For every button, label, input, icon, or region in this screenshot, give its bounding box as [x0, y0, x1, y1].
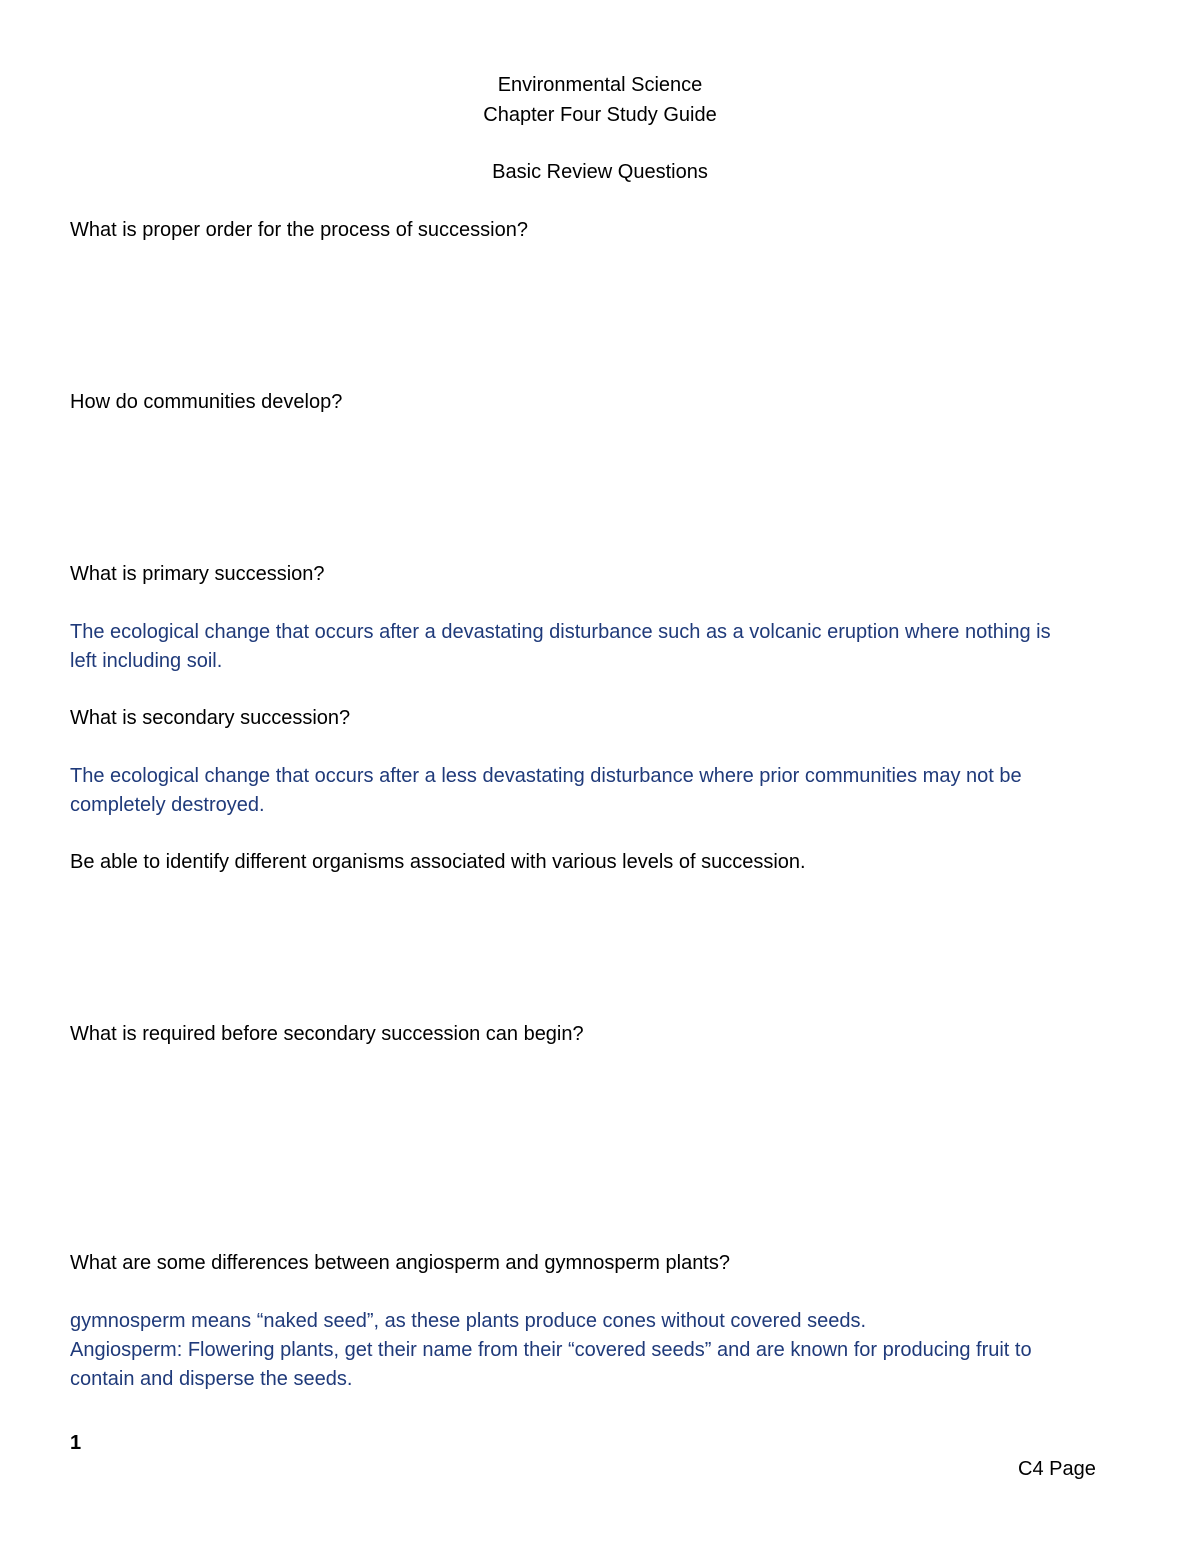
answer-line: contain and disperse the seeds.: [70, 1368, 353, 1390]
question-succession-organisms: Be able to identify different organisms associated with various levels of succession.: [70, 851, 806, 873]
question-community-development: How do communities develop?: [70, 391, 343, 413]
question-primary-succession: What is primary succession?: [70, 563, 325, 585]
answer-line: The ecological change that occurs after a less devastating disturbance where prior communities may not be: [70, 765, 1022, 787]
answer-line: completely destroyed.: [70, 794, 265, 816]
answer-secondary-succession: [70, 762, 1140, 820]
document-chapter-title: Chapter Four Study Guide: [483, 104, 717, 126]
page-label: C4 Page: [1018, 1458, 1096, 1480]
question-secondary-succession: What is secondary succession?: [70, 707, 351, 729]
answer-primary-succession: [70, 618, 1140, 676]
answer-line: Angiosperm: Flowering plants, get their name from their “covered seeds” and are known for producing fruit to: [70, 1339, 1032, 1361]
question-succession-order: What is proper order for the process of succession?: [70, 219, 528, 241]
section-heading: Basic Review Questions: [492, 161, 708, 183]
question-angiosperm-gymnosperm: What are some differences between angiosperm and gymnosperm plants?: [70, 1252, 730, 1274]
answer-angiosperm-gymnosperm: [70, 1307, 1140, 1394]
answer-line: left including soil.: [70, 650, 223, 672]
page-number: 1: [70, 1432, 82, 1454]
answer-line: The ecological change that occurs after a devastating disturbance such as a volcanic eruption where nothing is: [70, 621, 1051, 643]
document-subject-title: Environmental Science: [497, 74, 703, 96]
question-secondary-requirement: What is required before secondary succession can begin?: [70, 1023, 584, 1045]
answer-line: gymnosperm means “naked seed”, as these plants produce cones without covered seeds.: [70, 1310, 866, 1332]
